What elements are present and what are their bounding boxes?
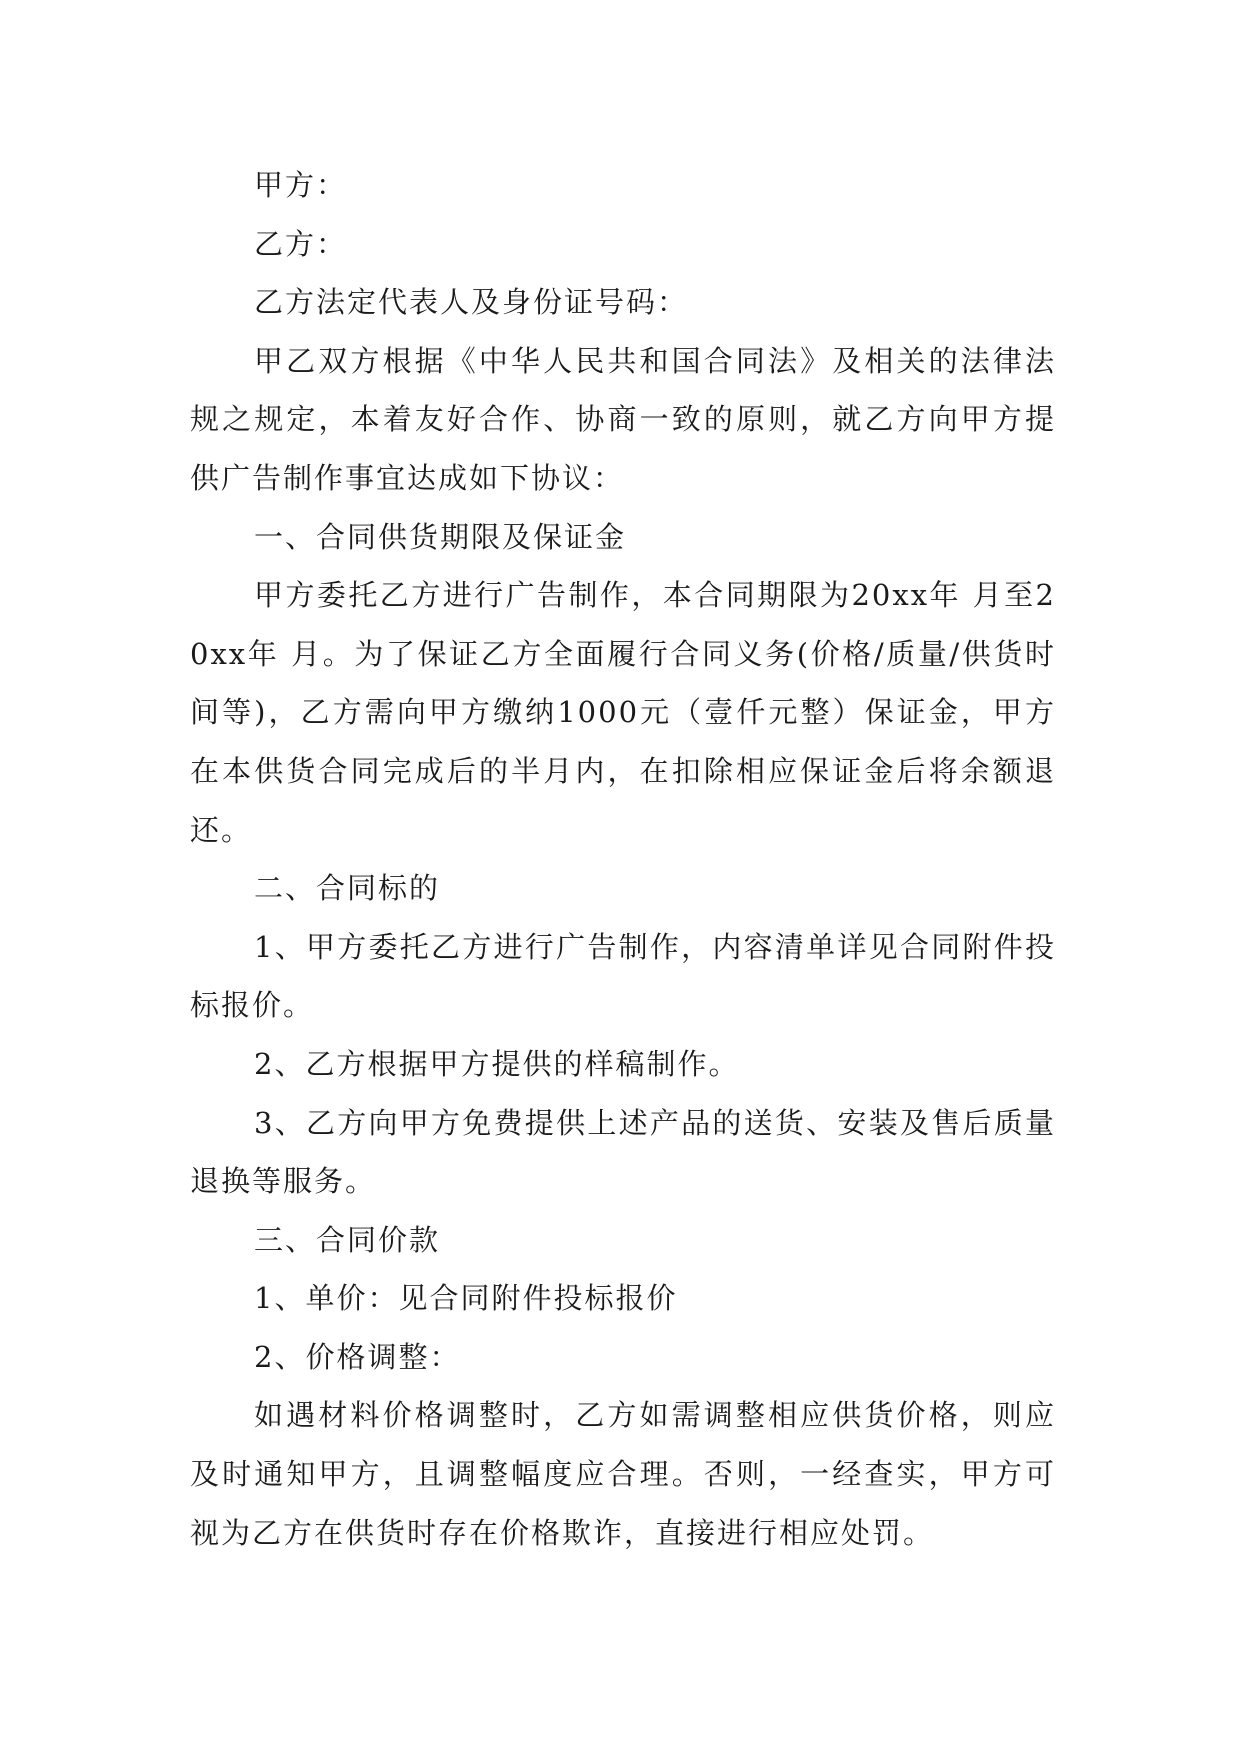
section-2-item-1: 1、甲方委托乙方进行广告制作，内容清单详见合同附件投标报价。	[190, 929, 1056, 1023]
section-1-paragraph: 甲方委托乙方进行广告制作，本合同期限为20xx年 月至20xx年 月。为了保证乙方全面履行合同义务(价格/质量/供货时间等)，乙方需向甲方缴纳1000元（壹仟元整）保证金，甲方在本供货合同完成后的半月内，在扣除相应保证金后将余额退还。	[190, 578, 1056, 847]
price-adjustment-paragraph: 如遇材料价格调整时，乙方如需调整相应供货价格，则应及时通知甲方，且调整幅度应合理。否则，一经查实，甲方可视为乙方在供货时存在价格欺诈，直接进行相应处罚。	[190, 1398, 1056, 1550]
section-2-item-2: 2、乙方根据甲方提供的样稿制作。	[254, 1046, 740, 1081]
party-a-line: 甲方：	[254, 168, 348, 202]
section-heading-2: 二、合同标的	[254, 871, 441, 906]
preamble-paragraph: 甲乙双方根据《中华人民共和国合同法》及相关的法律法规之规定，本着友好合作、协商一致的原则，就乙方向甲方提供广告制作事宜达成如下协议：	[190, 343, 1056, 495]
section-3-item-2: 2、价格调整：	[254, 1339, 461, 1374]
section-3-item-1: 1、单价：见合同附件投标报价	[254, 1281, 678, 1316]
section-heading-1: 一、合同供货期限及保证金	[254, 519, 627, 554]
document-body	[190, 156, 1056, 1562]
section-heading-3: 三、合同价款	[254, 1222, 441, 1257]
party-b-representative-line: 乙方法定代表人及身份证号码：	[254, 285, 689, 320]
party-b-line: 乙方：	[254, 226, 348, 261]
section-2-item-3: 3、乙方向甲方免费提供上述产品的送货、安装及售后质量退换等服务。	[190, 1105, 1056, 1199]
